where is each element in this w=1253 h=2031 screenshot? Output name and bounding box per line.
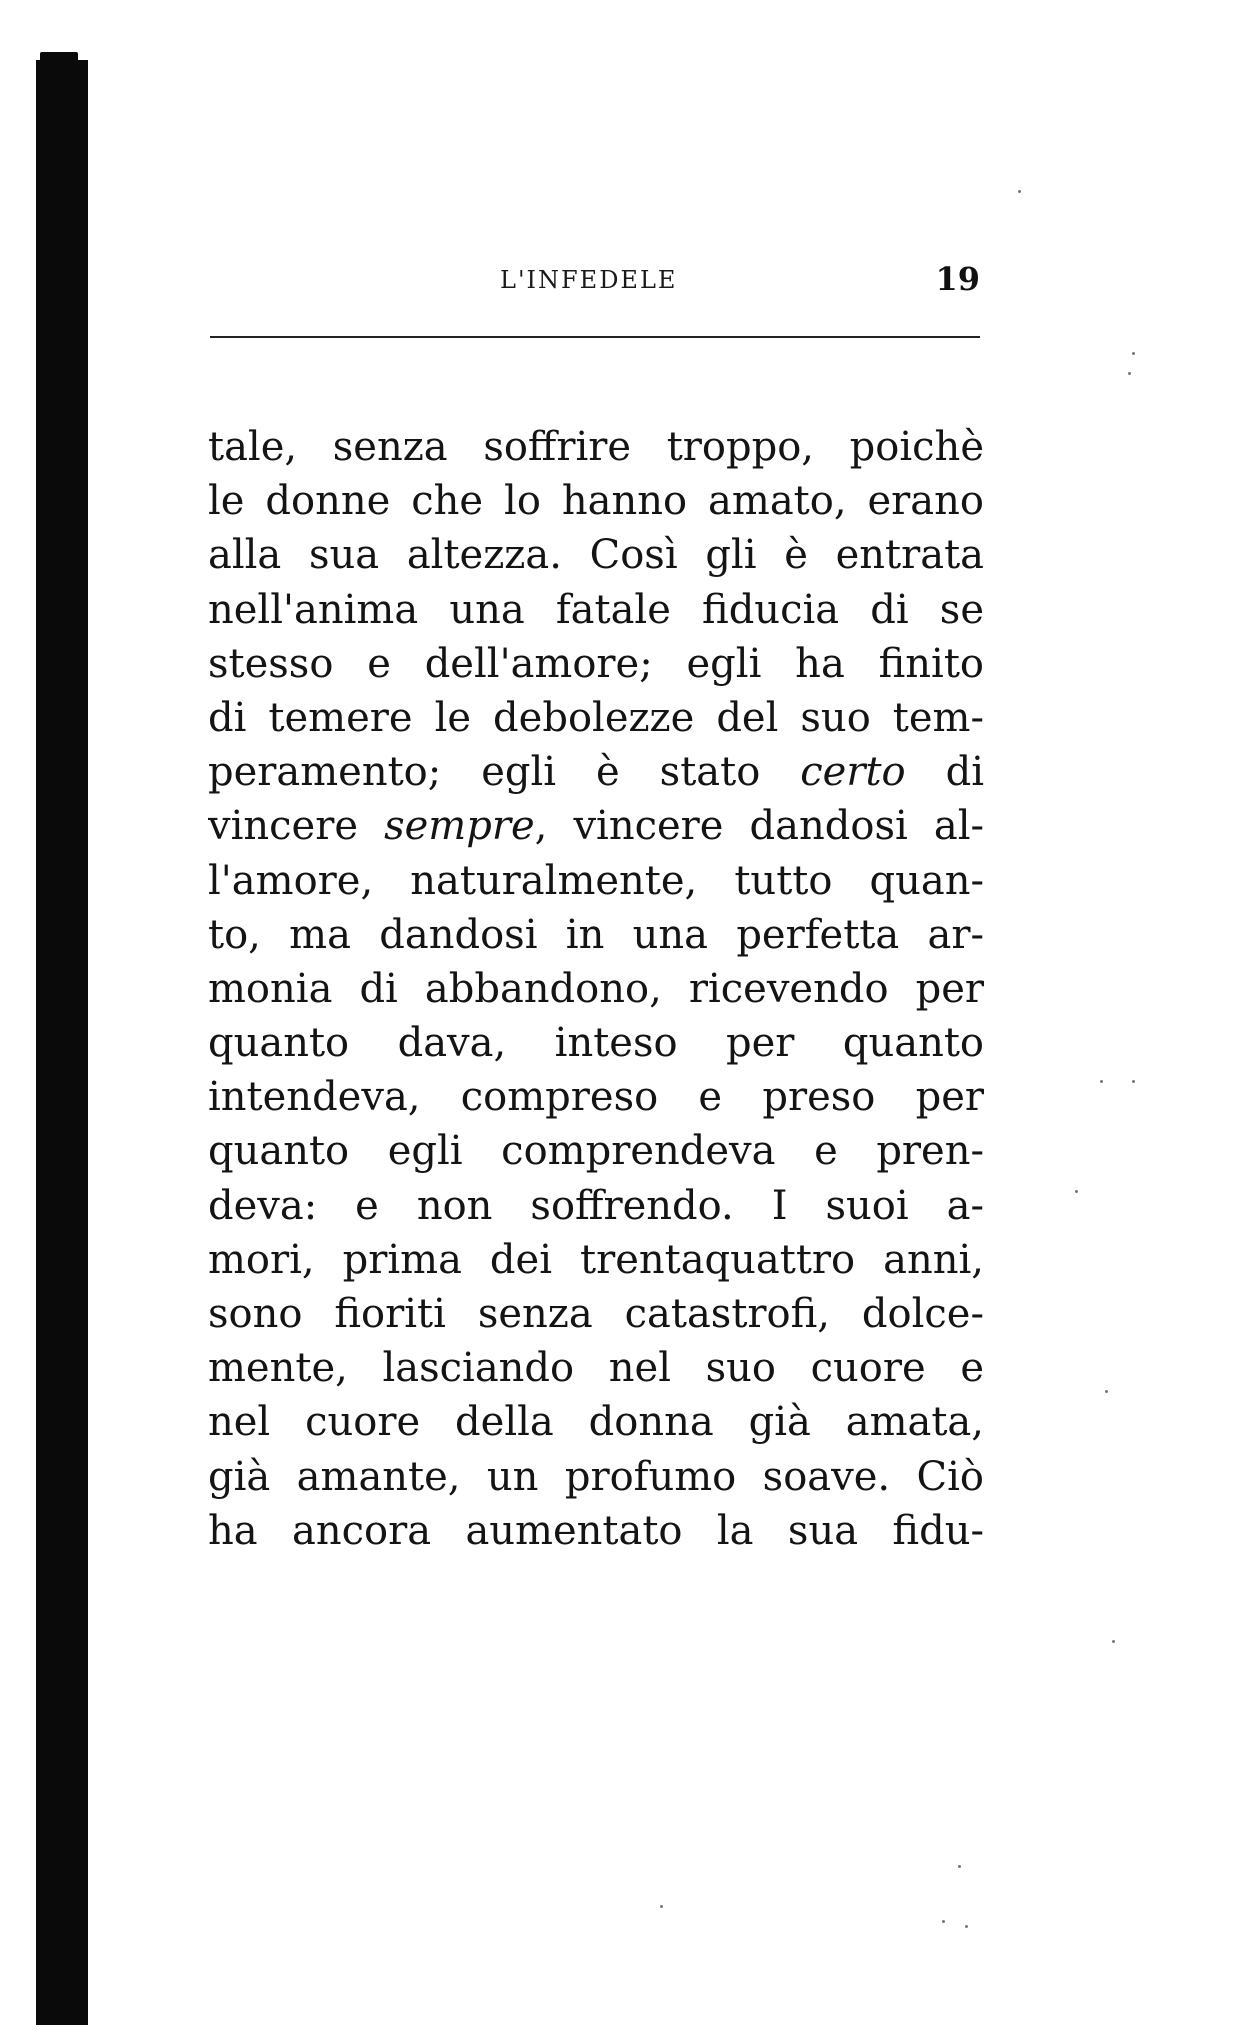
text-line: ha ancora aumentato la sua fidu- [208, 1507, 984, 1554]
text-line: mori, prima dei trentaquattro anni, [208, 1236, 984, 1283]
scan-speck [1075, 1190, 1078, 1193]
scan-speck [958, 1865, 961, 1868]
text-line: stesso e dell'amore; egli ha finito [208, 640, 984, 687]
scan-speck [660, 1905, 663, 1908]
text-line: monia di abbandono, ricevendo per [208, 965, 984, 1012]
scan-speck [1132, 352, 1135, 355]
scan-speck [1132, 1080, 1135, 1083]
scan-speck [965, 1925, 968, 1928]
text-line: mente, lasciando nel suo cuore e [208, 1345, 984, 1392]
body-text [208, 420, 984, 1558]
scan-speck [1018, 190, 1021, 193]
text-line [208, 745, 984, 799]
running-head [210, 258, 980, 308]
text-line: nel cuore della donna già amata, [208, 1399, 984, 1446]
scan-speck [1105, 1390, 1108, 1393]
text-span: peramento; egli è stato [208, 749, 801, 796]
text-line: quanto dava, inteso per quanto [208, 1020, 984, 1067]
scan-speck [1128, 372, 1131, 375]
scan-speck [1112, 1640, 1115, 1643]
running-title: L'INFEDELE [500, 266, 678, 294]
scan-speck [1100, 1080, 1103, 1083]
text-line: di temere le debolezze del suo tem- [208, 694, 984, 741]
text-line: già amante, un profumo soave. Ciò [208, 1453, 984, 1500]
scan-speck [942, 1920, 945, 1923]
text-line: tale, senza soffrire troppo, poichè [208, 424, 984, 470]
text-span: vincere [208, 803, 385, 850]
text-line: deva: e non soffrendo. I suoi a- [208, 1182, 984, 1229]
text-line: l'amore, naturalmente, tutto quan- [208, 857, 984, 904]
text-span: di [905, 749, 984, 796]
text-line: sono fioriti senza catastrofi, dolce- [208, 1291, 984, 1337]
italic-word: sempre [384, 803, 535, 850]
text-line: quanto egli comprendeva e pren- [208, 1128, 984, 1175]
text-line: le donne che lo hanno amato, erano [208, 478, 984, 525]
text-line: to, ma dandosi in una perfetta ar- [208, 911, 984, 958]
text-line: nell'anima una fatale fiducia di se [208, 586, 984, 633]
text-span: , vincere dandosi al- [534, 803, 984, 850]
page-number: 19 [935, 260, 980, 298]
text-line: alla sua altezza. Così gli è entrata [208, 532, 984, 579]
text-line [208, 799, 984, 853]
italic-word: certo [800, 749, 906, 796]
text-line: intendeva, compreso e preso per [208, 1074, 984, 1121]
page-binding-shadow [36, 60, 88, 2025]
header-rule [210, 336, 980, 338]
